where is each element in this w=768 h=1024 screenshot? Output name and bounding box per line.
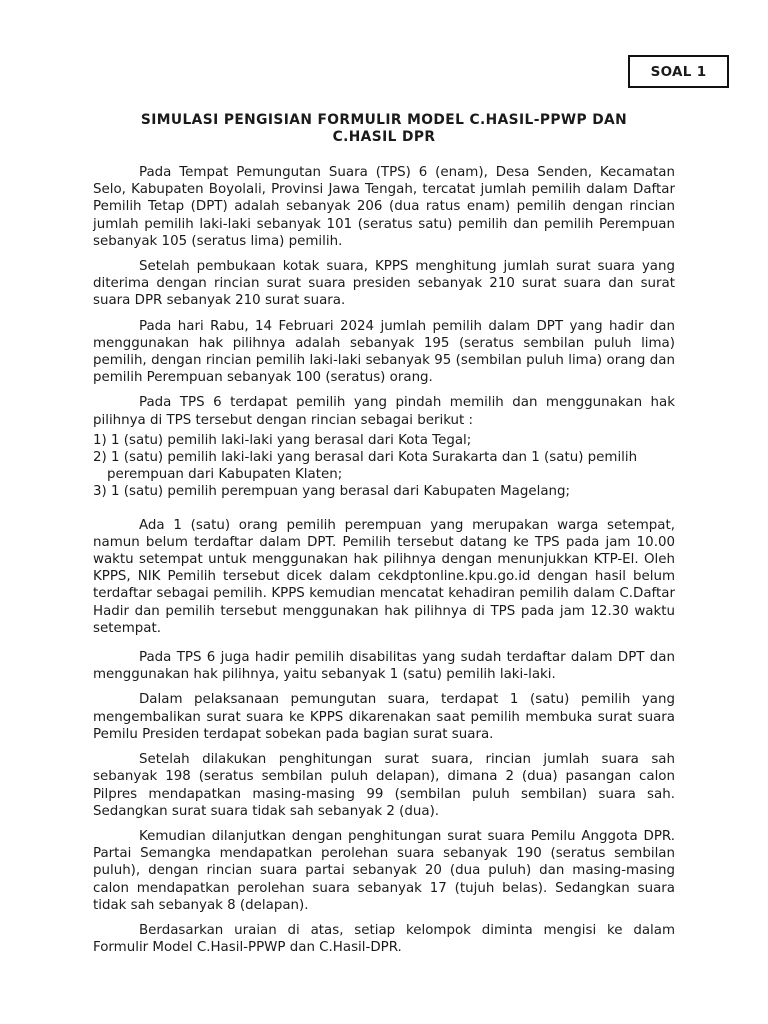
list-item [93,483,675,500]
paragraph-4: Pada TPS 6 terdapat pemilih yang pindah memilih dan menggunakan hak pilihnya di TPS tersebut dengan rincian sebagai berikut : [93,395,675,428]
list-item-number: 1) [93,432,107,448]
soal-label: SOAL 1 [628,55,729,88]
paragraph-9: Kemudian dilanjutkan dengan penghitungan surat suara Pemilu Anggota DPR. Partai Semangka mendapatkan perolehan suara sebanyak 190 (seratus sembilan puluh), dengan rincian suara partai sebanyak 20 (dua puluh) dan masing-masing calon mendapatkan perolehan suara sebanyak 17 (tujuh belas). Sedangkan suara tidak sah sebanyak 8 (delapan). [93,828,675,913]
paragraph-6: Pada TPS 6 juga hadir pemilih disabilitas yang sudah terdaftar dalam DPT dan menggunakan hak pilihnya, yaitu sebanyak 1 (satu) pemilih laki-laki. [93,650,675,683]
paragraph-10: Berdasarkan uraian di atas, setiap kelompok diminta mengisi ke dalam Formulir Model C.Hasil-PPWP dan C.Hasil-DPR. [93,922,675,956]
list-item [93,432,675,449]
document-body [93,164,675,964]
paragraph-7: Dalam pelaksanaan pemungutan suara, terdapat 1 (satu) pemilih yang mengembalikan surat suara ke KPPS dikarenakan saat pemilih membuka surat suara Pemilu Presiden terdapat sobekan pada bagian surat suara. [93,692,675,742]
transfer-voter-list [93,432,675,501]
document-title [93,112,675,146]
list-item-text: 1 (satu) pemilih laki-laki yang berasal dari Kota Surakarta dan 1 (satu) pemilih perempuan dari Kabupaten Klaten; [107,450,638,483]
paragraph-3: Pada hari Rabu, 14 Februari 2024 jumlah pemilih dalam DPT yang hadir dan menggunakan hak pilihnya adalah sebanyak 195 (seratus sembilan puluh lima) pemilih, dengan rincian pemilih laki-laki sebanyak 95 (sembilan puluh lima) orang dan pemilih Perempuan sebanyak 100 (seratus) orang. [93,318,675,386]
paragraph-8: Setelah dilakukan penghitungan surat suara, rincian jumlah suara sah sebanyak 198 (seratus sembilan puluh delapan), dimana 2 (dua) pasangan calon Pilpres mendapatkan masing-masing 99 (sembilan puluh sembilan) suara sah. Sedangkan surat suara tidak sah sebanyak 2 (dua). [93,752,675,819]
title-line-2: C.HASIL DPR [332,129,436,145]
list-item [93,449,675,483]
list-item-text: 1 (satu) pemilih laki-laki yang berasal dari Kota Tegal; [111,432,472,448]
title-line-1: SIMULASI PENGISIAN FORMULIR MODEL C.HASIL-PPWP DAN [140,112,628,128]
list-item-number: 2) [93,450,107,466]
list-item-number: 3) [93,484,107,500]
paragraph-1: Pada Tempat Pemungutan Suara (TPS) 6 (enam), Desa Senden, Kecamatan Selo, Kabupaten Boyolali, Provinsi Jawa Tengah, tercatat jumlah pemilih dalam Daftar Pemilih Tetap (DPT) adalah sebanyak 206 (dua ratus enam) pemilih dengan rincian jumlah pemilih laki-laki sebanyak 101 (seratus satu) pemilih dan pemilih Perempuan sebanyak 105 (seratus lima) pemilih. [93,165,675,249]
paragraph-5: Ada 1 (satu) orang pemilih perempuan yang merupakan warga setempat, namun belum terdaftar dalam DPT. Pemilih tersebut datang ke TPS pada jam 10.00 waktu setempat untuk menggunakan hak pilihnya dengan menunjukkan KTP-El. Oleh KPPS, NIK Pemilih tersebut dicek dalam cekdptonline.kpu.go.id dengan hasil belum terdaftar sebagai pemilih. KPPS kemudian mencatat kehadiran pemilih dalam C.Daftar Hadir dan pemilih tersebut menggunakan hak pilihnya di TPS pada jam 12.30 waktu setempat. [93,517,675,636]
paragraph-2: Setelah pembukaan kotak suara, KPPS menghitung jumlah surat suara yang diterima dengan rincian surat suara presiden sebanyak 210 surat suara dan surat suara DPR sebanyak 210 surat suara. [93,259,675,309]
list-item-text: 1 (satu) pemilih perempuan yang berasal dari Kabupaten Magelang; [111,484,571,500]
